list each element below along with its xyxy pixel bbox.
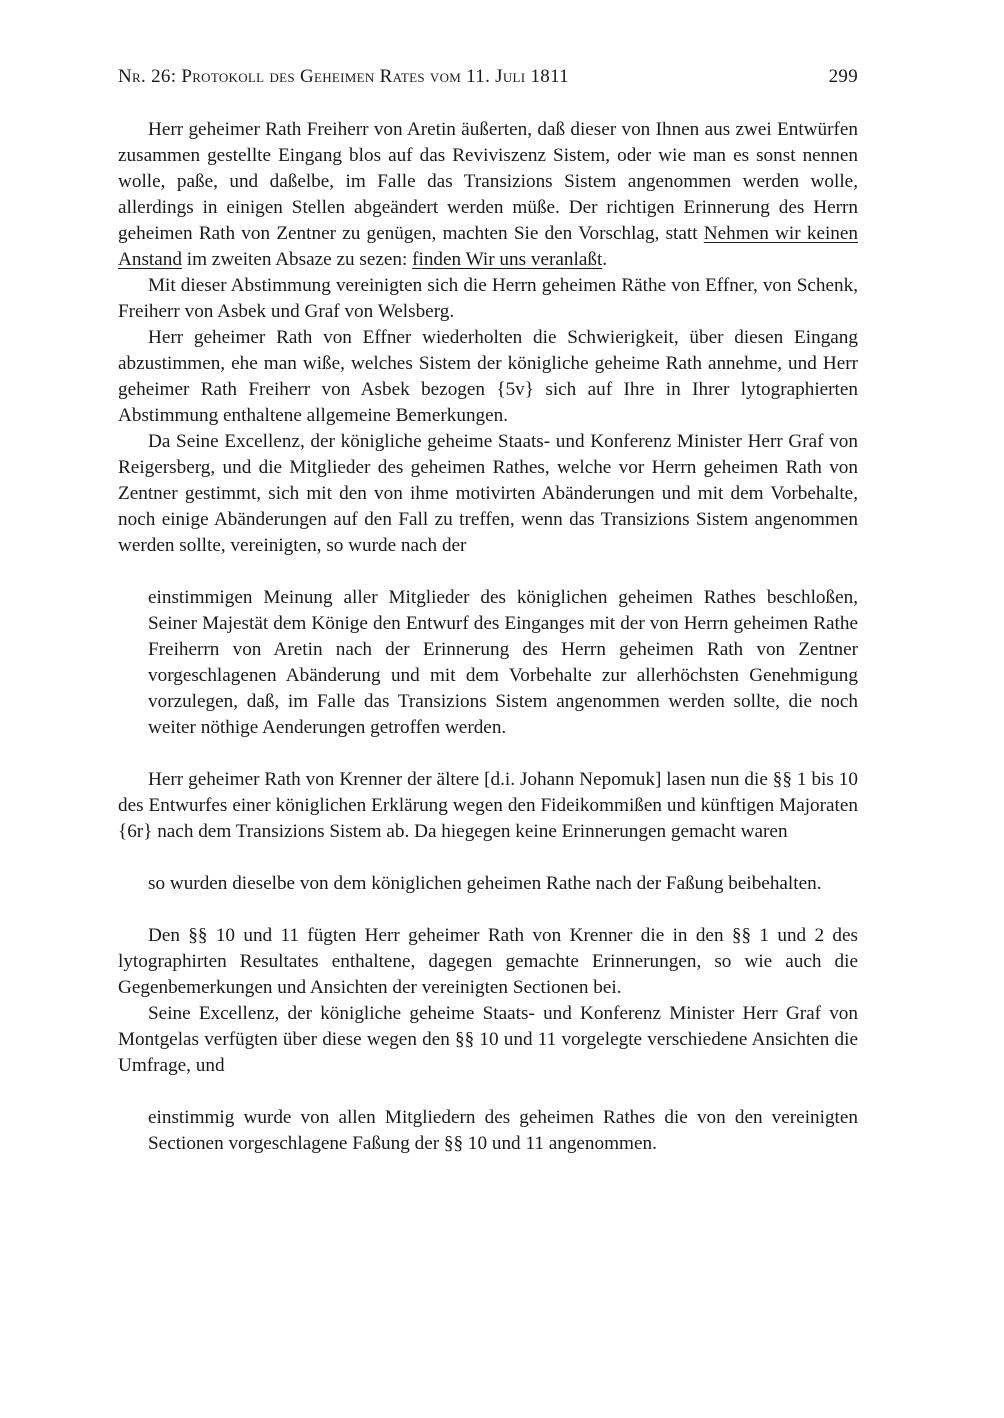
resolution-block: einstimmigen Meinung aller Mitglieder des königlichen geheimen Rathes beschloßen, Seiner Majestät dem Könige den Entwurf des Einganges mit der von Herrn geheimen Rathe Freiherrn von Aretin nach der Erinnerung des Herrn geheimen Rath von Zentner vorgeschlagenen Abänderung und mit dem Vorbehalte zur allerhöchsten Genehmigung vorzulegen, daß, im Falle das Transizions Sistem angenommen werden sollte, die noch weiter nöthige Aenderungen getroffen werden. [148, 587, 858, 738]
paragraph: Da Seine Excellenz, der königliche geheime Staats- und Konferenz Minister Herr Graf von Reigersberg, und die Mitglieder des geheimen Rathes, welche vor Herrn geheimen Rath von Zentner gestimmt, sich mit den von ihme motivirten Abänderungen und mit dem Vorbehalte, noch einige Abänderungen auf den Fall zu treffen, wenn das Transizions Sistem angenommen werden sollte, vereinigten, so wurde nach der [118, 431, 858, 556]
paragraph: Den §§ 10 und 11 fügten Herr geheimer Rath von Krenner die in den §§ 1 und 2 des lytographirten Resultates enthaltene, dagegen gemachte Erinnerungen, so wie auch die Gegenbemerkungen und Ansichten der vereinigten Sectionen bei. [118, 925, 858, 998]
resolution-block: einstimmig wurde von allen Mitgliedern des geheimen Rathes die von den vereinigten Sectionen vorgeschlagene Faßung der §§ 10 und 11 angenommen. [148, 1107, 858, 1154]
body-text [118, 117, 858, 1157]
text-run: Herr geheimer Rath Freiherr von Aretin äußerten, daß dieser von Ihnen aus zwei Entwürfen zusammen gestellte Eingang blos auf das Reviviszenz Sistem, oder wie man es sonst nennen wolle, paße, und daßelbe, im Falle das Transizions Sistem angenommen werden wolle, allerdings in einigen Stellen abgeändert werden müße. Der richtigen Erinnerung des Herrn geheimen Rath von Zentner zu genügen, machten Sie den Vorschlag, statt [118, 119, 858, 244]
paragraph: Herr geheimer Rath von Krenner der ältere [d.i. Johann Nepomuk] lasen nun die §§ 1 bis 10 des Entwurfes einer königlichen Erklärung wegen den Fideikommißen und künftigen Majoraten {6r} nach dem Transizions Sistem ab. Da hiegegen keine Erinnerungen gemacht waren [118, 769, 858, 842]
underlined-phrase: Nehmen wir keinen Anstand [118, 223, 858, 270]
running-header [118, 66, 858, 96]
running-title: Nr. 26: Protokoll des Geheimen Rates vom 11. Juli 1811 [118, 66, 569, 87]
text-run: im zweiten Absaze zu sezen: [181, 249, 413, 270]
paragraph [118, 117, 858, 273]
underlined-phrase: finden Wir uns veranlaßt [412, 249, 603, 270]
paragraph: Seine Excellenz, der königliche geheime Staats- und Konferenz Minister Herr Graf von Montgelas verfügten über diese wegen den §§ 10 und 11 vorgelegte verschiedene Ansichten die Umfrage, und [118, 1003, 858, 1076]
paragraph: Herr geheimer Rath von Effner wiederholten die Schwierigkeit, über diesen Eingang abzustimmen, ehe man wiße, welches Sistem der königliche geheime Rath annehme, und Herr geheimer Rath Freiherr von Asbek bezogen {5v} sich auf Ihre in Ihrer lytographierten Abstimmung enthaltene allgemeine Bemerkungen. [118, 327, 858, 426]
paragraph: Mit dieser Abstimmung vereinigten sich die Herrn geheimen Räthe von Effner, von Schenk, Freiherr von Asbek und Graf von Welsberg. [118, 275, 858, 322]
text-run: . [602, 249, 608, 270]
resolution-block: so wurden dieselbe von dem königlichen geheimen Rathe nach der Faßung beibehalten. [148, 873, 822, 894]
page-number: 299 [828, 66, 858, 87]
